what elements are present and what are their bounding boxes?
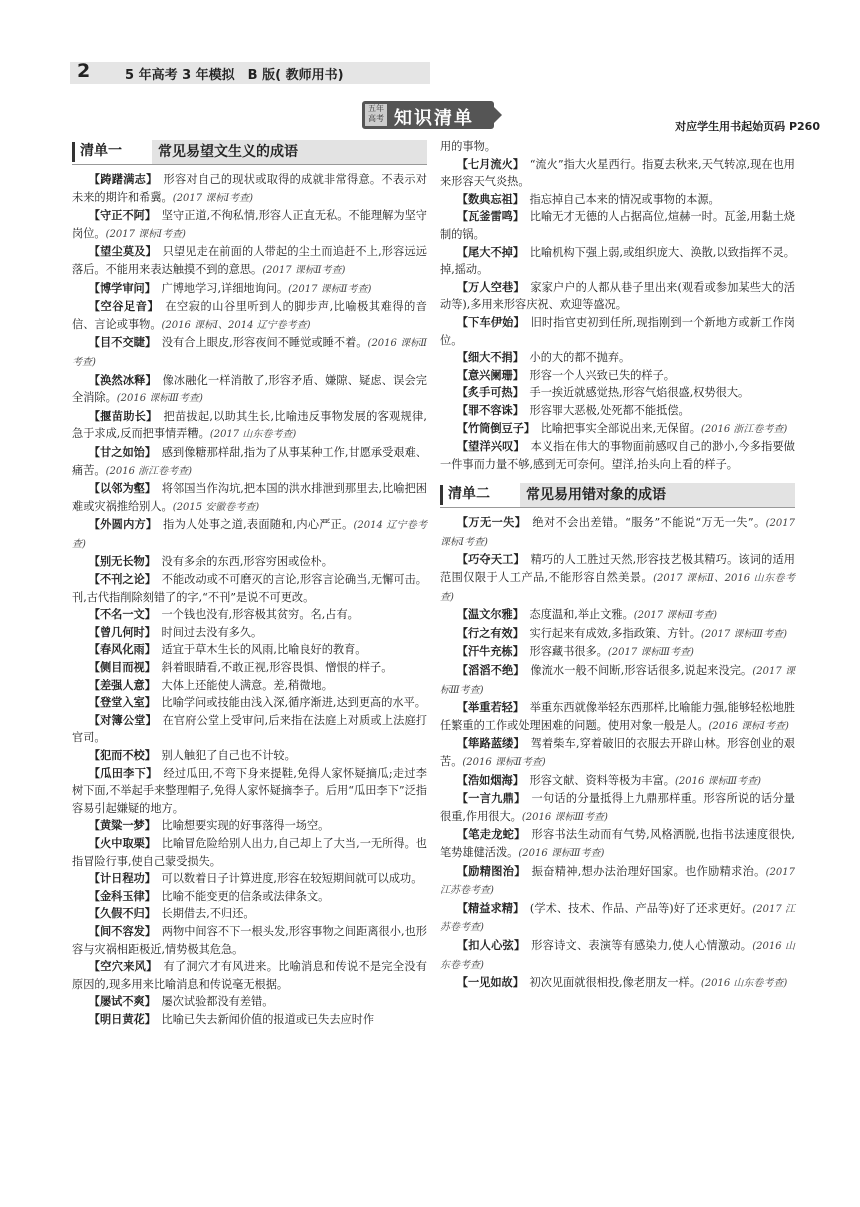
- idiom-entry: [72, 1011, 427, 1029]
- idiom-entry: [72, 606, 427, 624]
- idiom-term: 【万人空巷】: [456, 280, 520, 294]
- idiom-term: 【空谷足音】: [88, 300, 154, 314]
- idiom-term: 【揠苗助长】: [88, 409, 153, 423]
- idiom-definition: 精巧的人工胜过天然,形容技艺极其精巧。该词的适用范围仅限于人工产品,不能形容自然美景。: [440, 553, 795, 585]
- idiom-term: 【笔走龙蛇】: [456, 828, 521, 842]
- idiom-entry: [440, 208, 795, 243]
- entry-list: [72, 171, 427, 1029]
- idiom-entry: [440, 514, 795, 551]
- idiom-definition: 比喻想要实现的好事落得一场空。: [161, 819, 330, 833]
- idiom-entry: [72, 516, 427, 553]
- idiom-term: 【别无长物】: [88, 555, 151, 569]
- idiom-definition: 形容一个人兴致已失的样子。: [529, 368, 675, 382]
- idiom-term: 【差强人意】: [88, 678, 151, 692]
- exam-source: (2017 课标Ⅰ考查): [440, 518, 795, 548]
- idiom-definition: 一个钱也没有,形容极其贫穷。名,占有。: [161, 608, 359, 622]
- idiom-definition: 没有合上眼皮,形容夜间不睡觉或睡不着。: [161, 336, 368, 350]
- idiom-definition: 本义指在伟大的事物面前感叹自己的渺小,今多指要做一件事而力量不够,感到无可奈何。望洋,抬头向上看的样子。: [440, 440, 795, 471]
- idiom-definition: 大体上还能使人满意。差,稍微地。: [161, 678, 333, 692]
- exam-source: (2017 课标Ⅲ考查): [700, 628, 787, 640]
- exam-source: (2016 山东卷考查): [700, 978, 788, 990]
- exam-source: (2016 课标Ⅲ考查): [674, 775, 762, 787]
- idiom-entry: [72, 817, 427, 835]
- idiom-term: 【滔滔不绝】: [456, 664, 519, 678]
- exam-source: (2017 课标Ⅱ、2016 山东卷考查): [440, 573, 795, 603]
- idiom-term: 【以邻为壑】: [88, 482, 151, 496]
- idiom-entry: [440, 974, 795, 993]
- idiom-definition: “流火”指大火星西行。指夏去秋来,天气转凉,现在也用来形容天气炎热。: [440, 157, 795, 189]
- idiom-definition: 坚守正道,不徇私情,形容人正直无私。不能理解为坚守岗位。: [72, 209, 427, 240]
- idiom-entry: [440, 384, 795, 402]
- idiom-term: 【屡试不爽】: [88, 995, 151, 1009]
- idiom-term: 【扣人心弦】: [456, 938, 520, 952]
- banner-title: 知识清单: [394, 108, 474, 129]
- idiom-term: 【望尘莫及】: [88, 245, 152, 259]
- idiom-definition: 屡次试验都没有差错。: [161, 995, 274, 1009]
- idiom-definition: 广博地学习,详细地询问。: [161, 281, 289, 295]
- idiom-entry: [440, 279, 795, 314]
- exam-source: (2017 课标Ⅱ考查): [633, 610, 718, 622]
- idiom-definition: 在官府公堂上受审问,后来指在法庭上对质或上法庭打官司。: [72, 713, 427, 745]
- exam-source: (2016 课标Ⅲ考查): [521, 811, 608, 823]
- idiom-entry: [440, 367, 795, 385]
- idiom-term: 【数典忘祖】: [456, 192, 519, 206]
- idiom-definition: 可以数着日子计算进度,形容在较短期间就可以成功。: [161, 872, 423, 886]
- exam-source: (2016 课标Ⅱ考查): [462, 757, 546, 768]
- idiom-entry: [72, 243, 427, 279]
- idiom-term: 【犯而不校】: [88, 749, 151, 762]
- idiom-entry: [72, 624, 427, 642]
- idiom-definition: 指为人处事之道,表面随和,内心严正。: [163, 518, 354, 532]
- idiom-definition: 驾着柴车,穿着破旧的衣服去开辟山林。形容创业的艰苦。: [440, 737, 795, 768]
- idiom-term: 【博学审问】: [88, 281, 151, 295]
- idiom-definition: 适宜于草木生长的风雨,比喻良好的教育。: [161, 643, 367, 657]
- right-column: [440, 138, 795, 993]
- idiom-definition: 像流水一般不间断,形容话很多,说起来没完。: [530, 664, 753, 678]
- idiom-definition: 长期借去,不归还。: [161, 907, 255, 921]
- idiom-entry: [72, 298, 427, 334]
- idiom-definition: 形容书法生动而有气势,风格洒脱,也指书法速度很快,笔势雄健活泼。: [440, 828, 795, 859]
- idiom-entry: [72, 694, 427, 712]
- left-column: [72, 138, 427, 1029]
- idiom-definition: 振奋精神,想办法治理好国家。也作励精求治。: [531, 864, 766, 878]
- idiom-term: 【计日程功】: [88, 872, 151, 886]
- idiom-entry: [72, 765, 427, 818]
- idiom-definition: 斜着眼睛看,不敢正视,形容畏惧、憎恨的样子。: [161, 661, 393, 675]
- exam-source: (2016 课标Ⅲ考查): [116, 393, 203, 405]
- section-marker: [72, 142, 75, 162]
- idiom-definition: 感到像糖那样甜,指为了从事某种工作,甘愿承受艰难、痛苦。: [72, 445, 427, 477]
- idiom-entry: [72, 747, 427, 765]
- idiom-definition: 手一挨近就感觉热,形容气焰很盛,权势很大。: [529, 386, 750, 400]
- idiom-definition: 旧时指官吏初到任所,现指刚到一个新地方或新工作岗位。: [440, 315, 795, 347]
- idiom-definition: 比喻把事实全部说出来,无保留。: [540, 421, 701, 435]
- idiom-entry: [72, 712, 427, 747]
- idiom-term: 【汗牛充栋】: [456, 645, 519, 659]
- idiom-term: 【下车伊始】: [456, 315, 520, 329]
- exam-source: (2017 课标Ⅰ考查): [105, 228, 186, 240]
- idiom-entry: [440, 314, 795, 349]
- idiom-term: 【七月流火】: [456, 157, 519, 171]
- idiom-entry: [440, 735, 795, 771]
- idiom-entry: [72, 444, 427, 480]
- idiom-definition: 形容诗文、表演等有感染力,使人心情激动。: [531, 938, 753, 952]
- idiom-entry: [440, 402, 795, 420]
- exam-source: (2017 课标Ⅲ考查): [607, 647, 694, 659]
- idiom-definition: 形容文献、资料等极为丰富。: [529, 773, 675, 787]
- idiom-term: 【炙手可热】: [456, 386, 519, 400]
- section-label: 清单一: [80, 143, 122, 159]
- idiom-definition: 比喻学问或技能由浅入深,循序渐进,达到更高的水平。: [161, 696, 426, 710]
- idiom-definition: 比喻不能变更的信条或法律条文。: [161, 889, 330, 903]
- idiom-definition: 举重东西就像举轻东西那样,比喻能力强,能够轻松地胜任繁重的工作或处理困难的问题。使用对象一般是人。: [440, 701, 795, 732]
- idiom-entry: [72, 958, 427, 993]
- idiom-definition: 有了洞穴才有风进来。比喻消息和传说不是完全没有原因的,现多用来比喻消息和传说毫无根据。: [72, 960, 427, 991]
- idiom-term: 【一见如故】: [456, 976, 519, 990]
- exam-source: (2016 课标Ⅲ考查): [518, 847, 605, 859]
- idiom-entry: [72, 207, 427, 243]
- idiom-definition: 态度温和,举止文雅。: [529, 608, 634, 622]
- exam-source: (2016 山东卷考查): [440, 940, 796, 971]
- idiom-entry: [72, 677, 427, 695]
- idiom-term: 【励精图治】: [456, 864, 521, 878]
- idiom-term: 【侧目而视】: [88, 661, 151, 675]
- idiom-entry: [440, 606, 795, 625]
- exam-source: (2016 浙江卷考查): [700, 423, 788, 435]
- idiom-term: 【筚路蓝缕】: [456, 737, 520, 751]
- page-number: 2: [77, 60, 91, 82]
- idiom-entry: [72, 334, 427, 371]
- idiom-term: 【曾几何时】: [88, 625, 151, 639]
- idiom-entry: [72, 905, 427, 923]
- idiom-entry: [72, 888, 427, 906]
- idiom-term: 【登堂入室】: [88, 696, 151, 710]
- page-reference: 对应学生用书起始页码 P260: [675, 120, 820, 133]
- idiom-definition: 形容罪大恶极,处死都不能抵偿。: [529, 403, 690, 417]
- idiom-term: 【罪不容诛】: [456, 403, 519, 417]
- exam-source: (2016 课标Ⅰ、2014 辽宁卷考查): [161, 319, 311, 331]
- idiom-term: 【巧夺天工】: [456, 553, 520, 567]
- banner-small-label: 五年高考: [365, 104, 387, 126]
- idiom-entry: [72, 571, 427, 606]
- idiom-entry: [440, 826, 795, 862]
- idiom-term: 【对簿公堂】: [88, 713, 152, 727]
- idiom-entry: [440, 438, 795, 473]
- idiom-definition: 只望见走在前面的人带起的尘土而追赶不上,形容远远落后。不能用来表达触摸不到的意思。: [72, 245, 427, 276]
- idiom-entry: [72, 480, 427, 516]
- idiom-term: 【明日黄花】: [88, 1012, 151, 1026]
- banner-arrow-icon: [494, 107, 502, 123]
- section-marker: [440, 485, 443, 505]
- idiom-definition: 小的大的都不抛弃。: [529, 351, 631, 365]
- idiom-entry: [72, 923, 427, 958]
- idiom-entry: [72, 993, 427, 1011]
- idiom-term: 【细大不捐】: [456, 351, 519, 365]
- section-title: 常见易望文生义的成语: [152, 140, 427, 164]
- idiom-term: 【行之有效】: [456, 626, 519, 640]
- idiom-term: 【外圆内方】: [88, 518, 152, 532]
- idiom-definition: 绝对不会出差错。“服务”不能说“万无一失”。: [532, 516, 766, 530]
- idiom-term: 【春风化雨】: [88, 643, 151, 657]
- idiom-term: 【意兴阑珊】: [456, 368, 519, 382]
- idiom-entry: [440, 900, 795, 937]
- idiom-definition: 实行起来有成效,多指政策、方针。: [529, 626, 701, 640]
- exam-source: (2016 课标Ⅰ考查): [708, 720, 789, 732]
- idiom-entry: [440, 662, 795, 699]
- exam-source: (2017 山东卷考查): [209, 429, 297, 441]
- exam-source: (2014 辽宁卷考查): [72, 520, 427, 550]
- idiom-term: 【一言九鼎】: [456, 792, 521, 806]
- idiom-entry: [440, 244, 795, 279]
- idiom-entry: [440, 790, 795, 826]
- idiom-term: 【浩如烟海】: [456, 773, 519, 787]
- exam-source: (2017 课标Ⅱ考查): [288, 283, 372, 295]
- idiom-term: 【望洋兴叹】: [456, 440, 520, 454]
- idiom-definition: 家家户户的人都从巷子里出来(观看或参加某些大的活动等),多用来形容庆祝、欢迎等盛况。: [440, 280, 795, 312]
- idiom-entry: [440, 191, 795, 209]
- idiom-entry: [72, 641, 427, 659]
- idiom-term: 【不刊之论】: [88, 573, 151, 587]
- idiom-definition: 形容对自己的现状或取得的成就非常得意。不表示对未来的期许和希冀。: [72, 173, 427, 204]
- idiom-definition: 不能改动或不可磨灭的言论,形容言论确当,无懈可击。刊,古代指削除刻错了的字,“不刊”是说不可更改。: [72, 573, 427, 604]
- continued-text: 用的事物。: [440, 140, 496, 153]
- idiom-entry: [440, 420, 795, 439]
- idiom-entry: [72, 553, 427, 571]
- idiom-definition: 把苗拔起,以助其生长,比喻违反事物发展的客观规律,急于求成,反而把事情弄糟。: [72, 409, 427, 441]
- section-header-2: [440, 483, 795, 508]
- idiom-term: 【间不容发】: [88, 924, 151, 938]
- idiom-definition: 时间过去没有多久。: [161, 625, 263, 639]
- exam-source: (2015 安徽卷考查): [172, 501, 260, 513]
- idiom-term: 【涣然冰释】: [88, 373, 152, 387]
- idiom-entry: [72, 659, 427, 677]
- idiom-term: 【举重若轻】: [456, 701, 519, 715]
- idiom-entry: [440, 551, 795, 606]
- idiom-definition: (学术、技术、作品、产品等)好了还求更好。: [529, 901, 753, 915]
- section-header-1: [72, 140, 427, 165]
- idiom-term: 【瓜田李下】: [88, 766, 152, 780]
- section-banner: [362, 101, 494, 129]
- idiom-entry: [440, 643, 795, 662]
- section-title: 常见易用错对象的成语: [520, 483, 795, 507]
- idiom-entry: [440, 156, 795, 191]
- idiom-term: 【目不交睫】: [88, 336, 151, 350]
- idiom-term: 【尾大不掉】: [456, 245, 519, 259]
- idiom-term: 【竹筒倒豆子】: [456, 421, 530, 435]
- idiom-term: 【金科玉律】: [88, 889, 151, 903]
- exam-source: (2017 江苏卷考查): [440, 866, 795, 897]
- idiom-entry: [440, 863, 795, 900]
- idiom-definition: 一句话的分量抵得上九鼎那样重。形容所说的话分量很重,作用很大。: [440, 792, 795, 823]
- idiom-term: 【瓦釜雷鸣】: [456, 210, 519, 224]
- entry-list: [440, 514, 795, 992]
- exam-source: (2016 浙江卷考查): [105, 465, 193, 477]
- idiom-definition: 将邻国当作沟坑,把本国的洪水排泄到那里去,比喻把困难或灾祸推给别人。: [72, 482, 427, 513]
- idiom-term: 【万无一失】: [456, 516, 521, 530]
- idiom-term: 【踌躇满志】: [88, 173, 153, 186]
- idiom-term: 【温文尔雅】: [456, 608, 519, 622]
- exam-source: (2017 江苏卷考查): [440, 903, 795, 934]
- idiom-definition: 比喻机构下强上弱,或组织庞大、涣散,以致指挥不灵。掉,摇动。: [440, 245, 795, 277]
- entry-list: [440, 156, 795, 474]
- idiom-entry: [440, 699, 795, 735]
- idiom-definition: 像冰融化一样消散了,形容矛盾、嫌隙、疑虑、误会完全消除。: [72, 373, 427, 405]
- book-title: 5 年高考 3 年模拟 B 版( 教师用书): [125, 68, 344, 83]
- idiom-term: 【久假不归】: [88, 907, 151, 921]
- idiom-entry: [440, 349, 795, 367]
- idiom-entry: [72, 372, 427, 408]
- idiom-definition: 比喻已失去新闻价值的报道或已失去应时作: [161, 1012, 375, 1026]
- idiom-term: 【黄粱一梦】: [88, 819, 151, 833]
- idiom-entry: [72, 171, 427, 207]
- idiom-term: 【守正不阿】: [88, 209, 151, 223]
- idiom-entry: [72, 870, 427, 888]
- idiom-entry: [440, 937, 795, 974]
- idiom-term: 【空穴来风】: [88, 960, 153, 974]
- idiom-definition: 指忘掉自己本来的情况或事物的本源。: [529, 192, 720, 206]
- exam-source: (2017 课标Ⅲ考查): [440, 666, 795, 696]
- idiom-definition: 形容藏书很多。: [529, 645, 608, 659]
- idiom-definition: 比喻无才无德的人占据高位,煊赫一时。瓦釜,用黏土烧制的锅。: [440, 210, 795, 241]
- idiom-entry: [72, 835, 427, 870]
- idiom-term: 【火中取栗】: [88, 836, 151, 850]
- idiom-definition: 没有多余的东西,形容穷困或俭朴。: [161, 555, 333, 569]
- idiom-term: 【不名一文】: [88, 608, 151, 622]
- section-label: 清单二: [448, 486, 490, 503]
- exam-source: (2017 课标Ⅰ考查): [172, 192, 254, 204]
- idiom-term: 【甘之如饴】: [88, 445, 151, 459]
- idiom-term: 【精益求精】: [456, 901, 519, 915]
- idiom-definition: 两物中间容不下一根头发,形容事物之间距离很小,也形容与灾祸相距极近,情势极其危急。: [72, 924, 427, 956]
- idiom-entry: [440, 772, 795, 791]
- idiom-definition: 经过瓜田,不弯下身来提鞋,免得人家怀疑摘瓜;走过李树下面,不举起手来整理帽子,免得人家怀疑摘李子。后用“瓜田李下”泛指容易引起嫌疑的地方。: [72, 766, 427, 815]
- idiom-definition: 别人触犯了自己也不计较。: [161, 749, 296, 762]
- idiom-definition: 初次见面就很相投,像老朋友一样。: [529, 976, 701, 990]
- exam-source: (2016 课标Ⅱ考查): [72, 338, 427, 368]
- idiom-definition: 在空寂的山谷里听到人的脚步声,比喻极其难得的音信、言论或事物。: [72, 300, 427, 331]
- idiom-entry: [72, 280, 427, 299]
- idiom-entry: [440, 625, 795, 644]
- exam-source: (2017 课标Ⅱ考查): [262, 264, 346, 276]
- idiom-definition: 比喻冒危险给别人出力,自己却上了大当,一无所得。也指冒险行事,使自己蒙受损失。: [72, 836, 427, 868]
- idiom-entry: [72, 408, 427, 444]
